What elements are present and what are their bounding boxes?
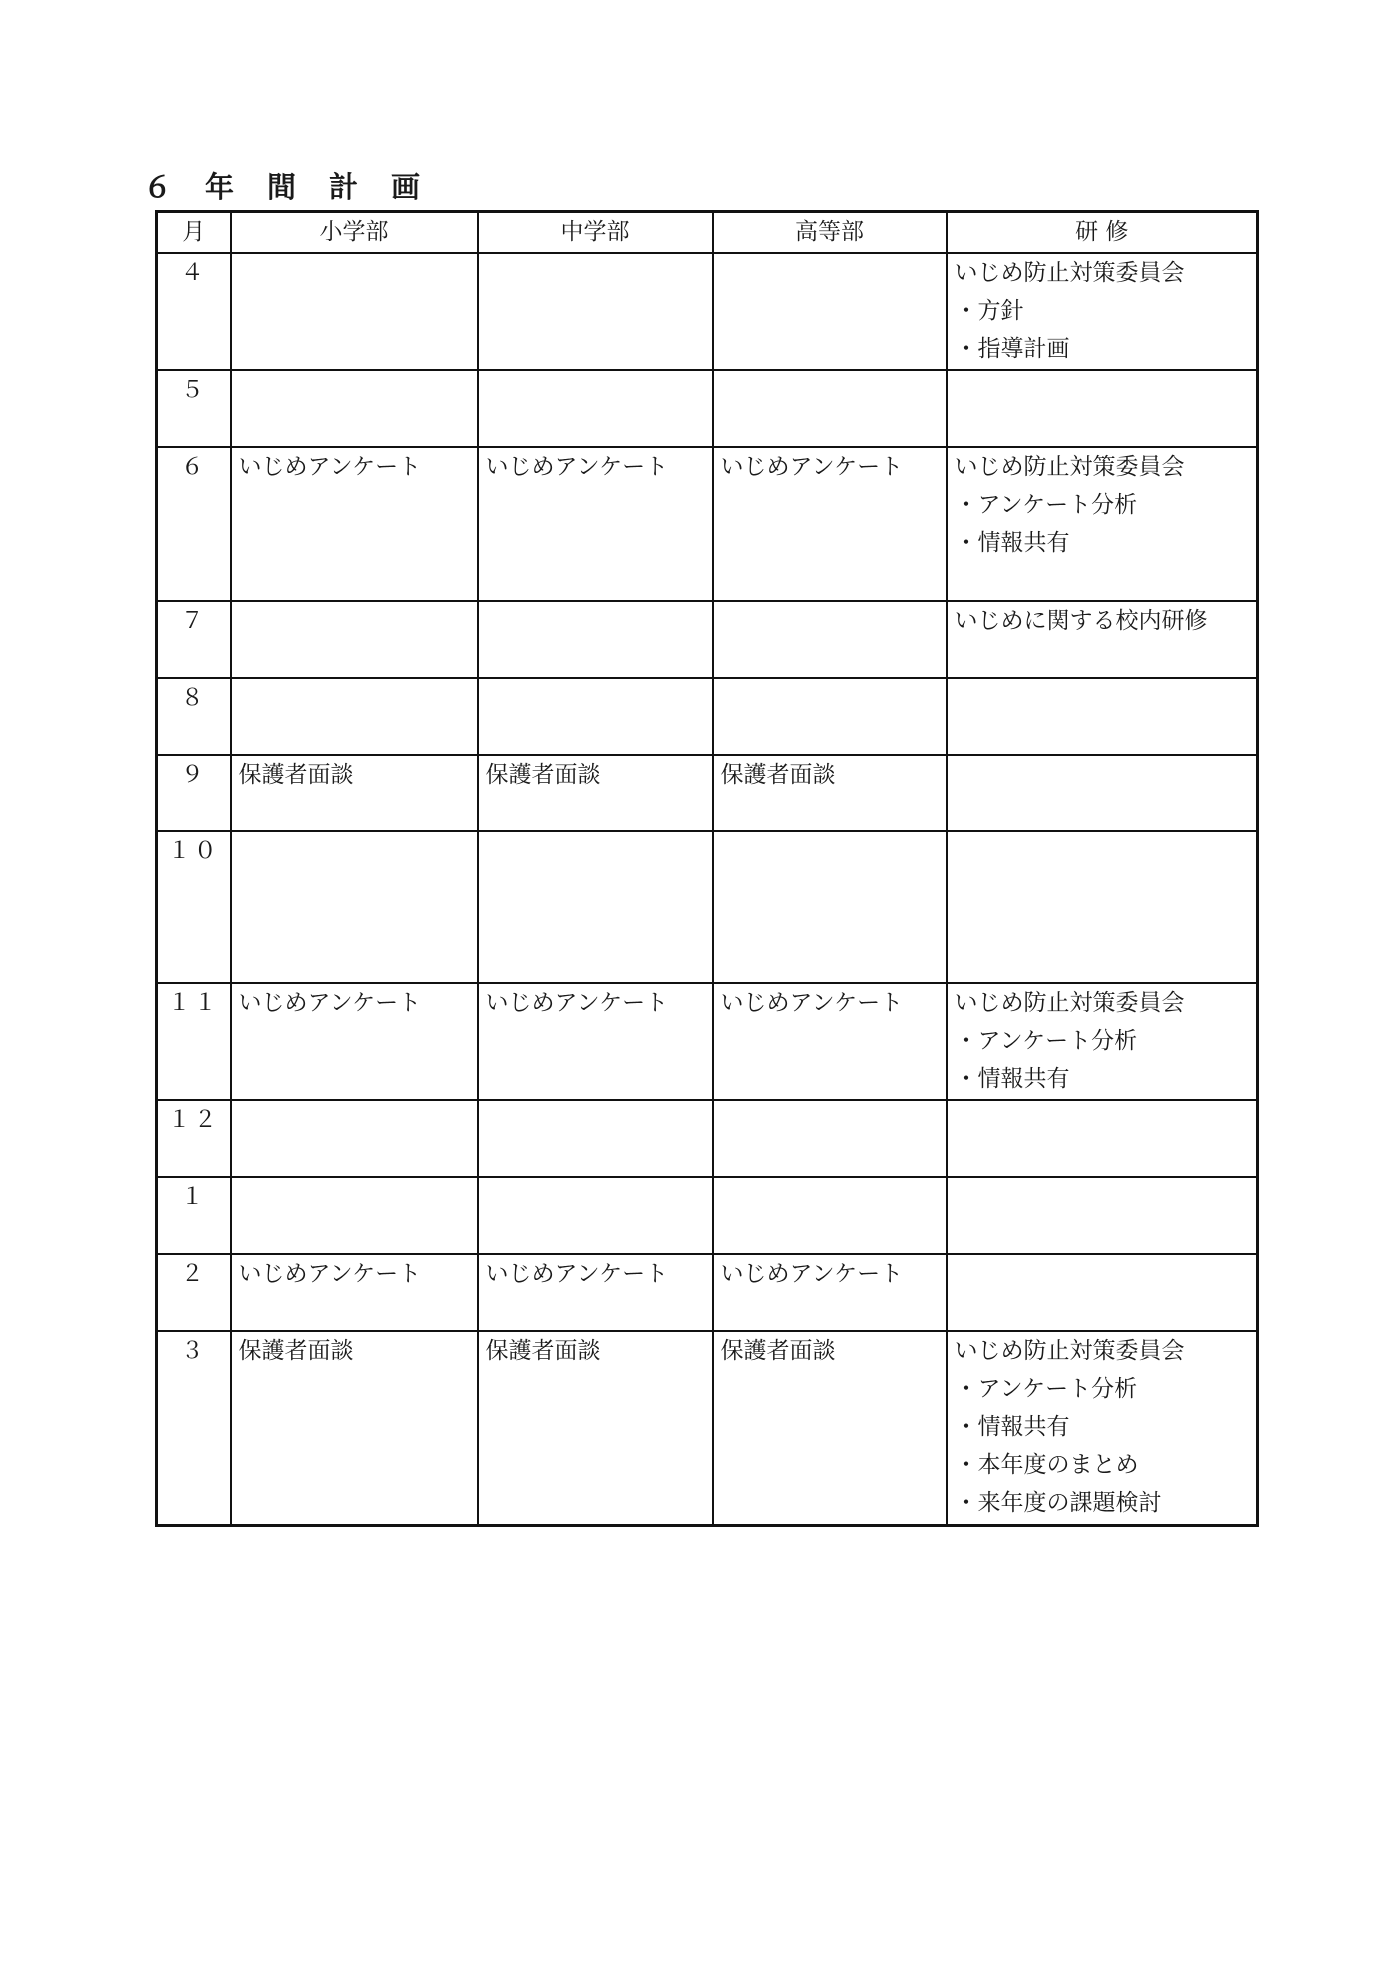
- junior-cell: [478, 601, 713, 678]
- training-line: いじめ防止対策委員会: [954, 1338, 1185, 1364]
- senior-cell: [713, 831, 947, 983]
- elementary-cell: 保護者面談: [231, 755, 478, 831]
- month-cell: ４: [157, 253, 231, 370]
- table-row: [157, 831, 1258, 983]
- elementary-cell: [231, 1177, 478, 1254]
- table-row: [157, 253, 1258, 370]
- month-cell: ７: [157, 601, 231, 678]
- elementary-cell: 保護者面談: [231, 1331, 478, 1526]
- header-row: [157, 212, 1258, 254]
- junior-cell: [478, 1100, 713, 1177]
- header-month: 月: [157, 212, 231, 254]
- table-row: [157, 447, 1258, 601]
- senior-cell: いじめアンケート: [713, 1254, 947, 1331]
- senior-cell: [713, 370, 947, 447]
- senior-cell: [713, 1100, 947, 1177]
- month-cell: ５: [157, 370, 231, 447]
- header-training: 研 修: [947, 212, 1258, 254]
- training-cell: [947, 983, 1258, 1100]
- header-senior: 高等部: [713, 212, 947, 254]
- senior-cell: [713, 601, 947, 678]
- junior-cell: [478, 370, 713, 447]
- month-cell: ８: [157, 678, 231, 755]
- training-line: ・情報共有: [954, 1414, 1070, 1440]
- training-line: ・指導計画: [954, 336, 1070, 362]
- table-row: [157, 1177, 1258, 1254]
- training-line: ・方針: [954, 298, 1024, 324]
- senior-cell: いじめアンケート: [713, 983, 947, 1100]
- page-title: ６ 年 間 計 画: [143, 170, 423, 204]
- junior-cell: [478, 1177, 713, 1254]
- junior-cell: いじめアンケート: [478, 1254, 713, 1331]
- month-cell: １０: [157, 831, 231, 983]
- header-elementary: 小学部: [231, 212, 478, 254]
- senior-cell: [713, 1177, 947, 1254]
- junior-cell: [478, 831, 713, 983]
- training-cell: [947, 1254, 1258, 1331]
- table-row: [157, 1100, 1258, 1177]
- table-row: [157, 601, 1258, 678]
- training-line: ・アンケート分析: [954, 492, 1138, 518]
- training-cell: [947, 678, 1258, 755]
- training-line: いじめ防止対策委員会: [954, 990, 1185, 1016]
- senior-cell: 保護者面談: [713, 1331, 947, 1526]
- training-line: ・本年度のまとめ: [954, 1452, 1139, 1478]
- training-cell: [947, 370, 1258, 447]
- senior-cell: いじめアンケート: [713, 447, 947, 601]
- training-cell: [947, 1331, 1258, 1526]
- elementary-cell: [231, 678, 478, 755]
- junior-cell: [478, 253, 713, 370]
- table-row: [157, 370, 1258, 447]
- training-line: いじめ防止対策委員会: [954, 260, 1185, 286]
- training-cell: [947, 447, 1258, 601]
- senior-cell: [713, 678, 947, 755]
- month-cell: ３: [157, 1331, 231, 1526]
- training-line: ・来年度の課題検討: [954, 1490, 1162, 1516]
- month-cell: １: [157, 1177, 231, 1254]
- header-junior: 中学部: [478, 212, 713, 254]
- training-cell: [947, 1100, 1258, 1177]
- junior-cell: 保護者面談: [478, 1331, 713, 1526]
- month-cell: ２: [157, 1254, 231, 1331]
- table-body: [157, 253, 1258, 1526]
- elementary-cell: いじめアンケート: [231, 1254, 478, 1331]
- elementary-cell: いじめアンケート: [231, 983, 478, 1100]
- elementary-cell: [231, 253, 478, 370]
- elementary-cell: [231, 601, 478, 678]
- elementary-cell: [231, 831, 478, 983]
- training-line: ・アンケート分析: [954, 1376, 1138, 1402]
- training-cell: [947, 755, 1258, 831]
- training-line: ・情報共有: [954, 530, 1070, 556]
- training-cell: [947, 1177, 1258, 1254]
- elementary-cell: いじめアンケート: [231, 447, 478, 601]
- senior-cell: 保護者面談: [713, 755, 947, 831]
- month-cell: ６: [157, 447, 231, 601]
- table-row: [157, 1254, 1258, 1331]
- training-line: いじめに関する校内研修: [954, 608, 1208, 634]
- junior-cell: いじめアンケート: [478, 447, 713, 601]
- month-cell: ９: [157, 755, 231, 831]
- junior-cell: [478, 678, 713, 755]
- training-cell: [947, 831, 1258, 983]
- table-row: [157, 983, 1258, 1100]
- training-line: ・情報共有: [954, 1066, 1070, 1092]
- junior-cell: いじめアンケート: [478, 983, 713, 1100]
- training-line: いじめ防止対策委員会: [954, 454, 1185, 480]
- elementary-cell: [231, 370, 478, 447]
- month-cell: １２: [157, 1100, 231, 1177]
- training-cell: [947, 253, 1258, 370]
- table-row: [157, 755, 1258, 831]
- month-cell: １１: [157, 983, 231, 1100]
- elementary-cell: [231, 1100, 478, 1177]
- table-row: [157, 678, 1258, 755]
- annual-plan-table: [155, 210, 1259, 1527]
- table-row: [157, 1331, 1258, 1526]
- senior-cell: [713, 253, 947, 370]
- training-line: ・アンケート分析: [954, 1028, 1138, 1054]
- junior-cell: 保護者面談: [478, 755, 713, 831]
- training-cell: [947, 601, 1258, 678]
